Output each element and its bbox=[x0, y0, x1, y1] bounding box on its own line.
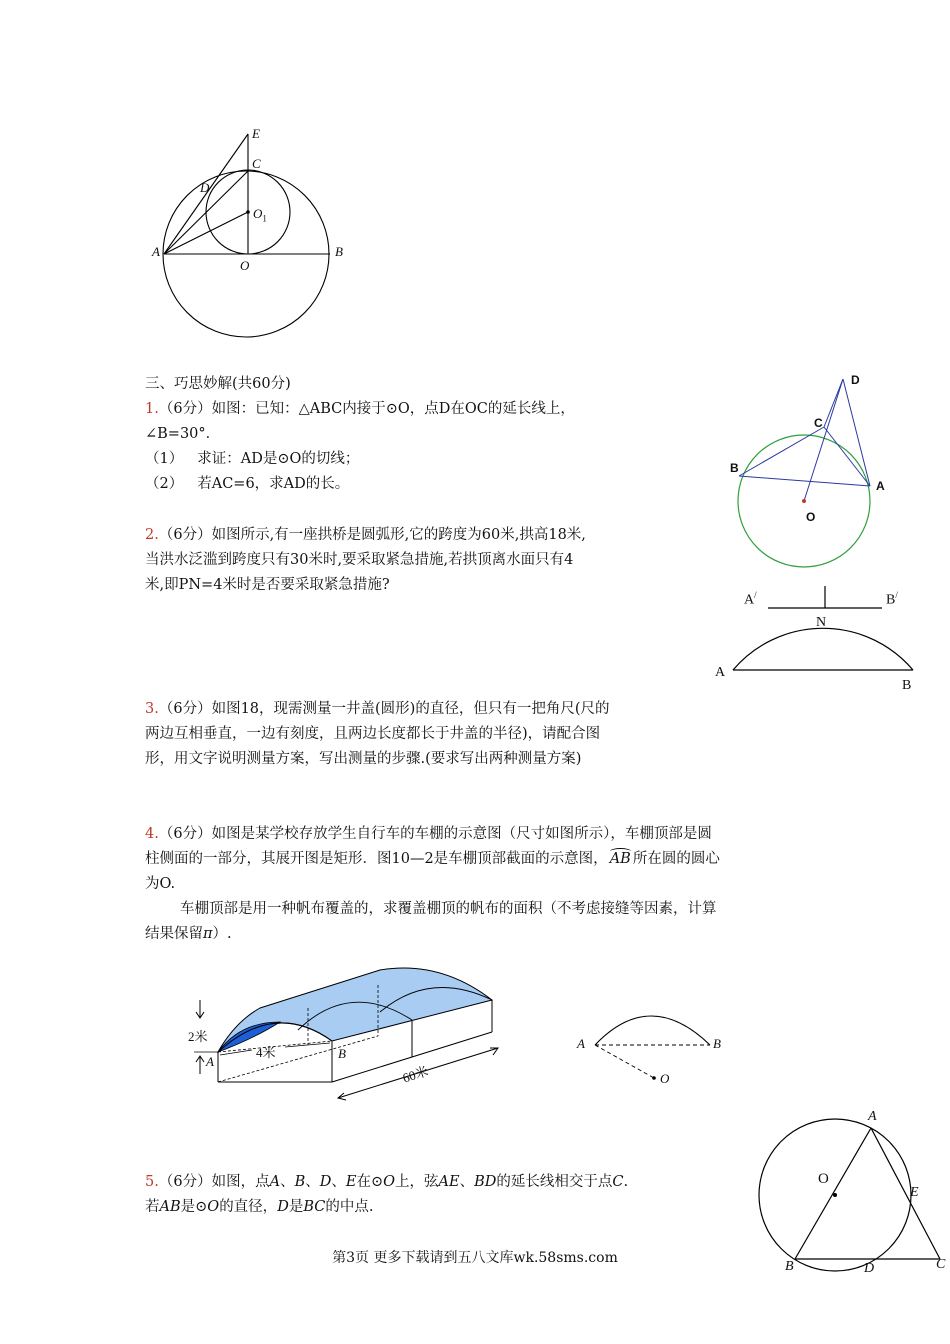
q3-line1: 3.（6分）如图18，现需测量一井盖(圆形)的直径，但只有一把角尺(尺的 bbox=[145, 701, 610, 717]
arc-AB-label: AB bbox=[610, 847, 631, 872]
figure-q4-section bbox=[570, 1005, 730, 1090]
label-C: C bbox=[814, 416, 823, 430]
label-A: A bbox=[152, 244, 160, 259]
figure-q4-shed-svg bbox=[180, 960, 520, 1110]
q2-line1: 2.（6分）如图所示,有一座拱桥是圆弧形,它的跨度为60米,拱高18米, bbox=[145, 527, 586, 543]
label-O: O bbox=[818, 1171, 829, 1187]
q2-line3: 米,即PN=4米时是否要采取紧急措施? bbox=[145, 577, 390, 593]
q4-number: 4. bbox=[145, 826, 159, 842]
figure-q4-section-svg bbox=[570, 1005, 730, 1090]
label-N: N bbox=[816, 615, 827, 630]
label-C: C bbox=[252, 156, 261, 171]
label-60m: 60米 bbox=[400, 1063, 431, 1086]
q4-line2: 柱侧面的一部分，其展开图是矩形．图10—2是车棚顶部截面的示意图， AB 所在圆的圆心 bbox=[145, 847, 720, 872]
label-O1: $O_1$ bbox=[253, 206, 267, 224]
label-D: D bbox=[200, 180, 210, 195]
label-O: O bbox=[660, 1071, 670, 1086]
section-title: 三、巧思妙解(共60分) bbox=[145, 376, 291, 392]
label-A: A bbox=[868, 1109, 877, 1124]
figure-q1 bbox=[725, 365, 895, 575]
label-A-prime: A/ bbox=[744, 590, 757, 608]
label-B-prime: B/ bbox=[886, 590, 898, 608]
q3-line2: 两边互相垂直，一边有刻度，且两边长度都长于井盖的半径)，请配合图 bbox=[145, 726, 601, 742]
label-A: A bbox=[876, 479, 885, 493]
label-A: A bbox=[206, 1054, 214, 1069]
q1-line1: 1.（6分）如图：已知：△ABC内接于⊙O，点D在OC的延长线上， bbox=[145, 401, 575, 417]
q4-line1: 4.（6分）如图是某学校存放学生自行车的车棚的示意图（尺寸如图所示），车棚顶部是圆 bbox=[145, 826, 712, 842]
label-2m: 2米 bbox=[188, 1029, 208, 1044]
label-B: B bbox=[335, 244, 343, 259]
label-B: B bbox=[713, 1036, 721, 1051]
q1-sub2: （2） 若AC=6，求AD的长。 bbox=[145, 476, 350, 492]
label-O: O bbox=[806, 510, 816, 524]
figure-circle-tangent-svg bbox=[140, 120, 360, 340]
q4-line3: 为O. bbox=[145, 876, 176, 892]
q5-line2: 若AB是⊙O的直径，D是BC的中点. bbox=[145, 1199, 374, 1215]
figure-circle-tangent bbox=[140, 120, 360, 340]
label-C: C bbox=[936, 1257, 946, 1272]
label-B: B bbox=[730, 461, 739, 475]
figure-q2-bridge bbox=[710, 580, 920, 700]
label-B: B bbox=[902, 678, 912, 693]
q2-line2: 当洪水泛滥到跨度只有30米时,要采取紧急措施,若拱顶离水面只有4 bbox=[145, 552, 574, 568]
q1-sub1: （1） 求证：AD是⊙O的切线； bbox=[145, 451, 360, 467]
q1-line2: ∠B=30°． bbox=[145, 426, 221, 442]
label-E: E bbox=[910, 1185, 919, 1200]
label-A: A bbox=[715, 665, 726, 680]
q1-number: 1. bbox=[145, 401, 159, 417]
label-O: O bbox=[240, 258, 250, 273]
q2-number: 2. bbox=[145, 527, 159, 543]
q3-number: 3. bbox=[145, 701, 159, 717]
page-footer: 第3页 更多下载请到五八文库wk.58sms.com bbox=[332, 1250, 618, 1266]
q5-line1: 5.（6分）如图，点A、B、D、E在⊙O上，弦AE、BD的延长线相交于点C. bbox=[145, 1174, 629, 1190]
label-E: E bbox=[252, 126, 260, 141]
label-D: D bbox=[864, 1261, 875, 1276]
label-4m: 4米 bbox=[256, 1045, 276, 1060]
q3-line3: 形，用文字说明测量方案，写出测量的步骤.(要求写出两种测量方案) bbox=[145, 751, 582, 767]
q4-line5: 结果保留π）. bbox=[145, 926, 232, 942]
label-D: D bbox=[851, 373, 860, 387]
label-B: B bbox=[785, 1259, 794, 1274]
figure-q1-svg bbox=[725, 365, 895, 575]
figure-q4-shed bbox=[180, 960, 520, 1110]
label-A: A bbox=[577, 1036, 585, 1051]
label-B: B bbox=[338, 1046, 346, 1061]
q5-number: 5. bbox=[145, 1174, 159, 1190]
q4-line4: 车棚顶部是用一种帆布覆盖的，求覆盖棚顶的帆布的面积（不考虑接缝等因素，计算 bbox=[180, 901, 717, 917]
